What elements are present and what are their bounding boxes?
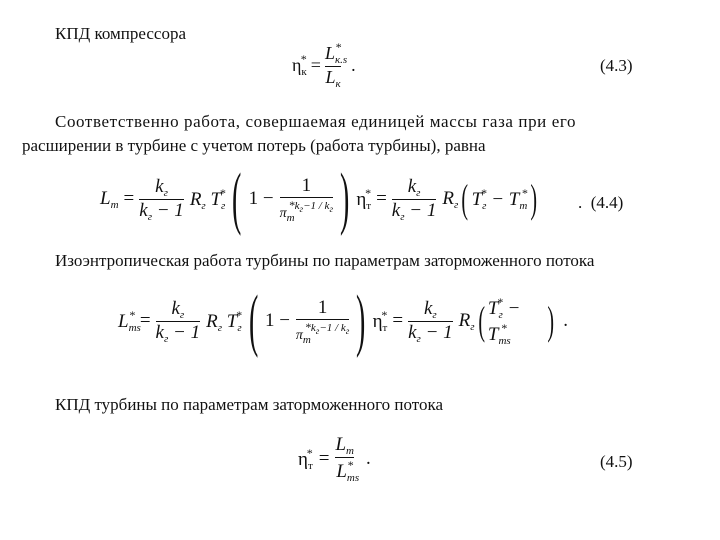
equation-4-4: $L_т$ = $\frac{k_г}{k_г - 1}$ $R_г$ $T_г^*$ ( 1 − $\frac{1}{\pi_т*^{k_г-1 / k_г}}$ ) $\eta_т^*$ = $\frac{k_г}{k_г - 1}$ $R_г$ ( $T_г^* - T_т^*$ )	[100, 160, 538, 237]
eq-number-4-4: . (4.4)	[578, 193, 624, 212]
paragraph-isentropic: Изоэнтропическая работа турбины по параметрам заторможенного потока	[55, 251, 595, 270]
equation-4-5: $\eta_т^*$ = $\frac{L_т}{L_{тs}^*}$ .	[298, 434, 371, 484]
paragraph-line-1: Соответственно работа, совершаемая единицей массы газа при его	[55, 112, 577, 131]
equation-4-3: $\eta_к^*$ = $\frac{L_{к.s}^*}{L_к}$ .	[292, 40, 356, 90]
eq-number-4-3: (4.3)	[600, 56, 633, 75]
eq-number-4-5: (4.5)	[600, 452, 633, 471]
paragraph-line-2: расширении в турбине с учетом потерь (работа турбины), равна	[22, 136, 486, 155]
paragraph-kpd-turbine: КПД турбины по параметрам заторможенного потока	[55, 395, 444, 414]
heading-kpd-compressor: КПД компрессора	[55, 24, 186, 43]
equation-isentropic-work: $L_{тs}^*$ = $\frac{k_г}{k_г - 1}$ $R_г$ $T_г^*$ ( 1 − $\frac{1}{\pi_т*^{k_г-1 / k_г}}$ ) $\eta_т^*$ = $\frac{k_г}{k_г - 1}$ $R_г$ ( $T_г^* - T_{тs}^*$ ) .	[118, 282, 568, 359]
